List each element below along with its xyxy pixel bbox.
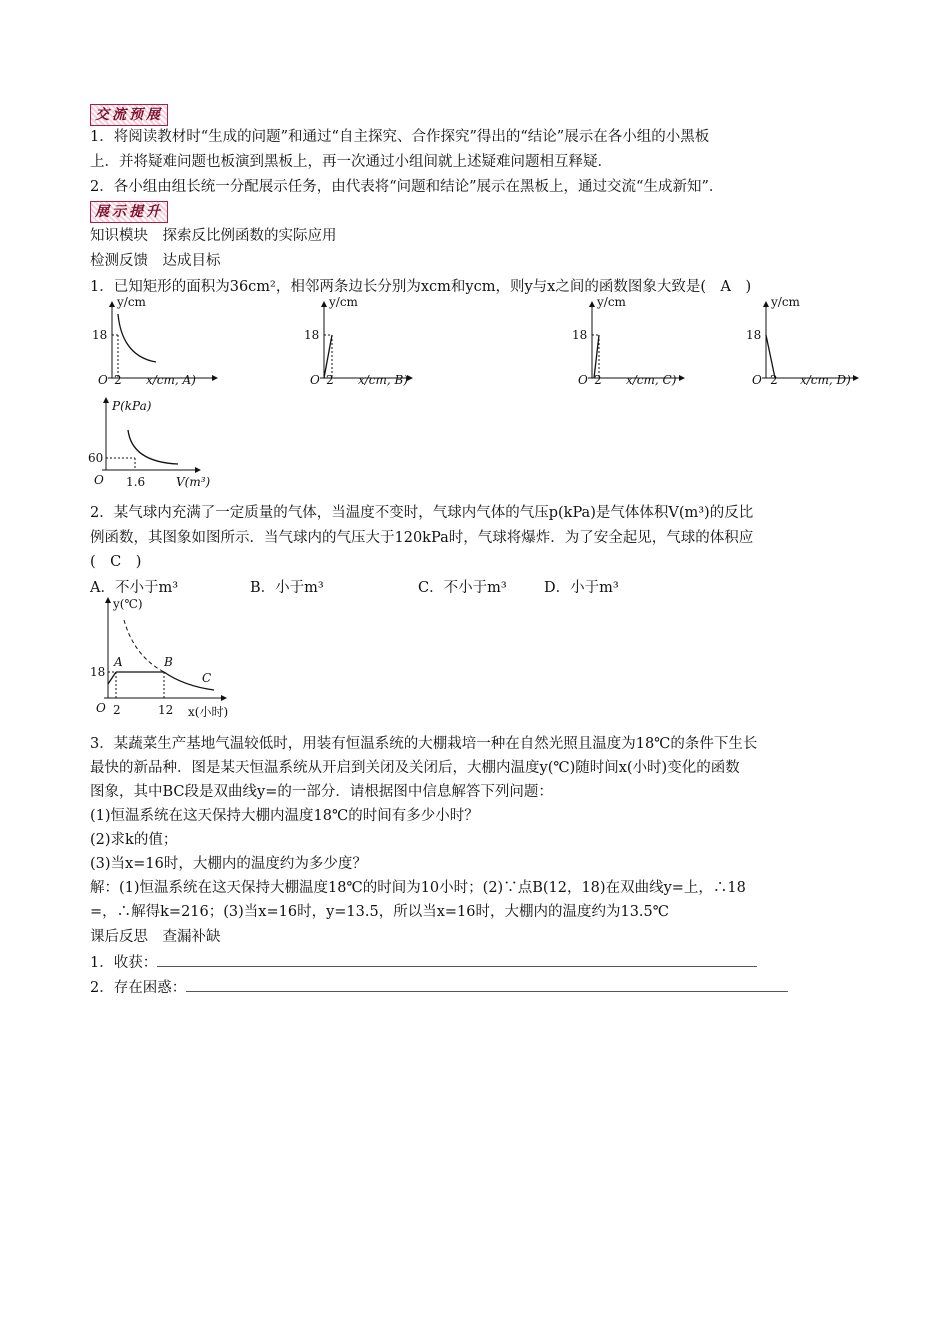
graph-d-origin: O (752, 373, 762, 387)
graph-a (90, 295, 220, 390)
graph-temp-xlabel: x(小时) (188, 705, 229, 719)
graph-pressure-ylabel: P(kPa) (112, 399, 152, 413)
option-d: D．小于m³ (544, 580, 619, 596)
graph-d-xlabel: x/cm, D) (800, 373, 851, 387)
graph-c-y18: 18 (572, 328, 588, 342)
section-badge-exchange: 交流预展 (90, 104, 168, 126)
gain-label: 1．收获： (90, 955, 158, 971)
question-3-line-1: 3．某蔬菜生产基地气温较低时，用装有恒温系统的大棚栽培一种在自然光照且温度为18℃的条件下生长 (90, 736, 758, 752)
reflection-confusion (90, 977, 788, 998)
reflection-title: 课后反思 查漏补缺 (90, 929, 221, 945)
reflection-gain (90, 952, 757, 973)
section-badge-show: 展示提升 (90, 201, 168, 223)
module-line: 知识模块 探索反比例函数的实际应用 (90, 228, 337, 244)
question-3-part-2: (2)求k的值； (90, 832, 178, 848)
graph-d-x2: 2 (770, 373, 778, 387)
graph-pressure-y60: 60 (88, 451, 104, 465)
graph-b-xlabel: x/cm, B) (358, 373, 409, 387)
graph-temp-point-a: A (114, 655, 123, 669)
graph-temp-point-c: C (202, 671, 212, 685)
graph-pressure (88, 396, 228, 492)
graph-temp-x2: 2 (113, 703, 121, 717)
graph-temp-y18: 18 (90, 665, 106, 679)
graph-c (570, 295, 700, 390)
graph-c-xlabel: x/cm, C) (626, 373, 677, 387)
exchange-item-1-cont: 上．并将疑难问题也板演到黑板上，再一次通过小组间就上述疑难问题相互释疑． (90, 154, 612, 170)
graph-d-ylabel: y/cm (771, 295, 800, 309)
graph-c-origin: O (578, 373, 588, 387)
option-b: B．小于m³ (250, 580, 324, 596)
confusion-label: 2．存在困惑： (90, 980, 187, 996)
exchange-item-1: 1．将阅读教材时“生成的问题”和通过“自主探究、合作探究”得出的“结论”展示在各小组的小黑板 (90, 129, 710, 145)
option-a: A．不小于m³ (90, 580, 179, 596)
graph-d-y18: 18 (746, 328, 762, 342)
question-3-part-1: (1)恒温系统在这天保持大棚内温度18℃的时间有多少小时？ (90, 808, 479, 824)
option-c: C．不小于m³ (418, 580, 507, 596)
check-line: 检测反馈 达成目标 (90, 253, 221, 269)
confusion-blank-line[interactable] (186, 977, 788, 992)
question-1-text: 1．已知矩形的面积为36cm²，相邻两条边长分别为xcm和ycm，则y与x之间的函数图象大致是( A ) (90, 279, 752, 295)
solution-line-2: =，∴解得k=216；(3)当x=16时，y=13.5，所以当x=16时，大棚内的温度约为13.5℃ (90, 904, 669, 920)
graph-temp-origin: O (96, 701, 106, 715)
graph-b (302, 295, 432, 390)
graph-pressure-x16: 1.6 (126, 475, 146, 489)
graph-a-origin: O (98, 373, 108, 387)
graph-temp-point-b: B (164, 655, 173, 669)
solution-line-1: 解：(1)恒温系统在这天保持大棚温度18℃的时间为10小时；(2)∵点B(12，18)在双曲线y=上，∴18 (90, 880, 746, 896)
exchange-item-2: 2．各小组由组长统一分配展示任务，由代表将“问题和结论”展示在黑板上，通过交流“生成新知”． (90, 179, 724, 195)
graph-pressure-xlabel: V(m³) (176, 475, 211, 489)
question-2-answer: ( C ) (90, 554, 142, 570)
question-2-text-1: 2．某气球内充满了一定质量的气体，当温度不变时，气球内气体的气压p(kPa)是气体体积V(m³)的反比 (90, 505, 754, 521)
graph-a-y18: 18 (92, 328, 108, 342)
graph-a-xlabel: x/cm, A) (146, 373, 196, 387)
graph-b-y18: 18 (304, 328, 320, 342)
graph-a-x2: 2 (114, 373, 122, 387)
graph-c-x2: 2 (594, 373, 602, 387)
question-2-text-2: 例函数，其图象如图所示．当气球内的气压大于120kPa时，气球将爆炸．为了安全起见，气球的体积应 (90, 530, 754, 546)
graph-temp-ylabel: y(℃) (113, 597, 143, 611)
graph-b-ylabel: y/cm (329, 295, 358, 309)
question-3-part-3: (3)当x=16时，大棚内的温度约为多少度？ (90, 856, 367, 872)
graph-b-origin: O (310, 373, 320, 387)
graph-temperature (88, 596, 248, 722)
question-3-line-2: 最快的新品种．图是某天恒温系统从开启到关闭及关闭后，大棚内温度y(℃)随时间x(小时)变化的函数 (90, 760, 740, 776)
graph-temp-x12: 12 (158, 703, 174, 717)
graph-pressure-origin: O (94, 473, 104, 487)
graph-b-x2: 2 (326, 373, 334, 387)
graph-c-ylabel: y/cm (597, 295, 626, 309)
graph-d (744, 295, 874, 390)
question-3-line-3: 图象，其中BC段是双曲线y=的一部分．请根据图中信息解答下列问题： (90, 784, 553, 800)
gain-blank-line[interactable] (157, 952, 757, 967)
graph-a-ylabel: y/cm (117, 295, 146, 309)
